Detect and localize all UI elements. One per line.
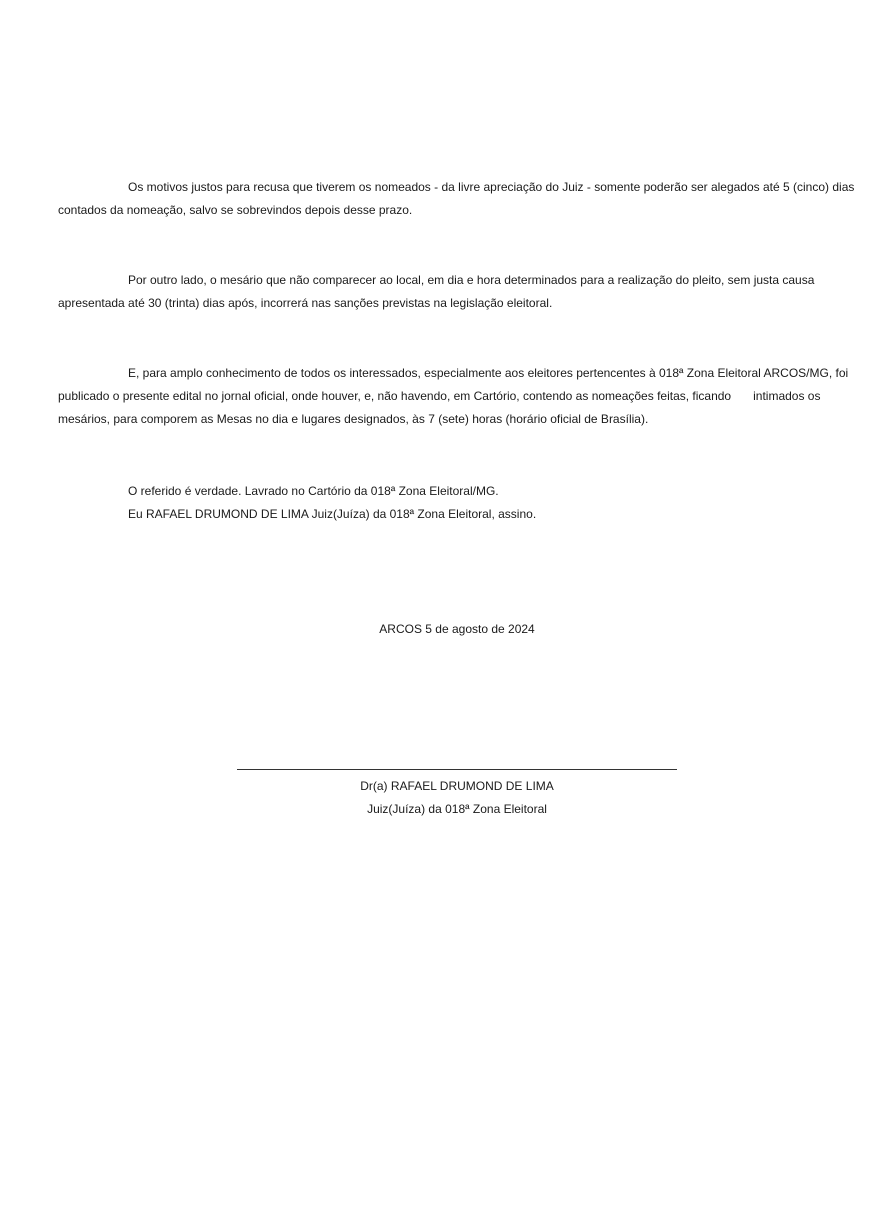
signature-line <box>237 769 677 770</box>
paragraph-line: apresentada até 30 (trinta) dias após, incorrerá nas sanções previstas na legislação eleitoral. <box>58 296 553 310</box>
signatory-role: Juiz(Juíza) da 018ª Zona Eleitoral <box>367 802 547 816</box>
signatory-name: Dr(a) RAFAEL DRUMOND DE LIMA <box>360 779 554 793</box>
paragraph-line <box>58 385 850 408</box>
paragraph-line: Os motivos justos para recusa que tiverem os nomeados - da livre apreciação do Juiz - somente poderão ser alegados até 5 (cinco) dias <box>128 180 855 194</box>
date-place: ARCOS 5 de agosto de 2024 <box>379 622 535 636</box>
paragraph-line: E, para amplo conhecimento de todos os interessados, especialmente aos eleitores pertencentes à 018ª Zona Eleitoral ARCOS/MG, foi <box>128 366 849 380</box>
paragraph-line-part: intimados os <box>753 389 821 403</box>
closing-line: Eu RAFAEL DRUMOND DE LIMA Juiz(Juíza) da 018ª Zona Eleitoral, assino. <box>128 507 537 521</box>
paragraph-absence-sanctions <box>58 269 850 315</box>
paragraph-line: contados da nomeação, salvo se sobrevindos depois desse prazo. <box>58 203 413 217</box>
closing-statement <box>128 480 536 526</box>
paragraph-line-part: publicado o presente edital no jornal oficial, onde houver, e, não havendo, em Cartório, contendo as nomeações feitas, ficando <box>58 389 732 403</box>
paragraph-line: mesários, para comporem as Mesas no dia e lugares designados, às 7 (sete) horas (horário oficial de Brasília). <box>58 412 649 426</box>
closing-line: O referido é verdade. Lavrado no Cartório da 018ª Zona Eleitoral/MG. <box>128 484 499 498</box>
paragraph-line: Por outro lado, o mesário que não comparecer ao local, em dia e hora determinados para a realização do pleito, sem justa causa <box>128 273 815 287</box>
paragraph-publication-notice <box>58 362 850 431</box>
paragraph-refusal-reasons <box>58 176 855 222</box>
